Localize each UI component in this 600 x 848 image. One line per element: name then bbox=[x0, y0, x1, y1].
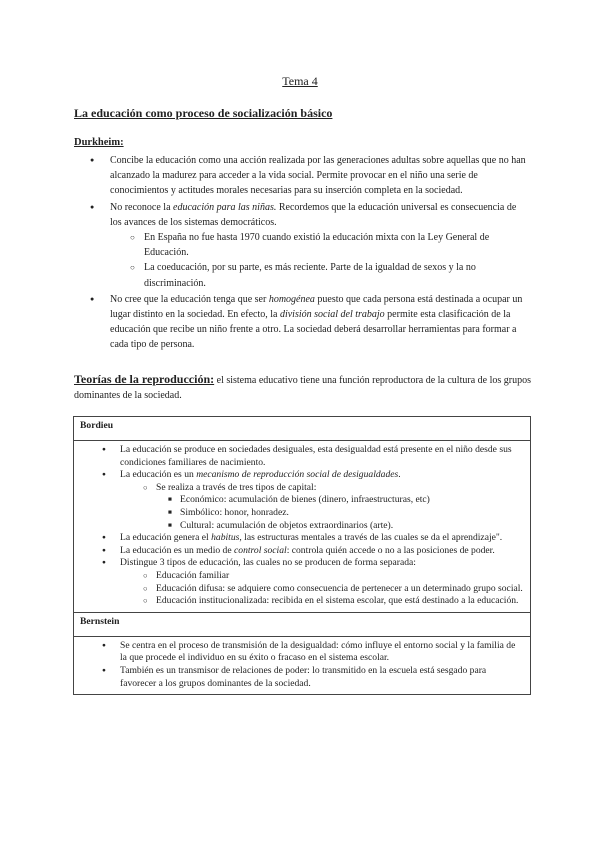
list-item bbox=[110, 292, 528, 353]
sub-list-item: ○ Educación familiar bbox=[156, 570, 524, 583]
sub-list bbox=[156, 570, 524, 608]
list-item-text: No cree que la educación tenga que ser bbox=[110, 293, 269, 305]
list-item-text: puesto que cada persona está destinada a ocupar un lugar distinto en la sociedad. En efecto, la bbox=[110, 293, 523, 321]
sub-list bbox=[156, 482, 524, 532]
teorias-label: Teorías de la reproducción: bbox=[74, 372, 215, 386]
bordieu-header: Bordieu bbox=[74, 417, 531, 441]
table-row bbox=[74, 417, 531, 441]
durkheim-list bbox=[110, 153, 528, 354]
capital-item: ■ Simbólico: honor, honradez. bbox=[180, 507, 524, 520]
list-item bbox=[110, 153, 528, 199]
list-item-text: : controla quién accede o no a las posiciones de poder. bbox=[286, 544, 495, 556]
list-item bbox=[120, 469, 524, 532]
capital-item: ■ Económico: acumulación de bienes (dinero, infraestructuras, etc) bbox=[180, 494, 524, 507]
list-item: ● Se centra en el proceso de transmisión de la desigualdad: cómo influye el entorno social y la familia de la que procede el individuo en su éxito o fracaso en el sistema escolar. bbox=[120, 640, 524, 665]
durkheim-label: Durkheim: bbox=[74, 137, 124, 148]
list-item bbox=[120, 444, 524, 469]
list-item-text: No reconoce la bbox=[110, 201, 174, 213]
teorias-paragraph bbox=[74, 372, 534, 403]
list-item-text: Distingue 3 tipos de educación, las cuales no se producen de forma separada: bbox=[120, 557, 416, 569]
emphasis-text: educación para las niñas. bbox=[173, 201, 277, 213]
list-item-text: permite esta clasificación de la educación que recibe un niño frente a otro. La sociedad deberá desarrollar herramientas para formar a cada tipo de persona. bbox=[110, 309, 517, 351]
section-heading: La educación como proceso de socialización básico bbox=[74, 106, 333, 120]
sub-list-item bbox=[156, 482, 524, 532]
teorias-text: el sistema educativo tiene una función reproductora de la cultura de los grupos dominantes de la sociedad. bbox=[74, 375, 531, 401]
list-item-text: Recordemos que la educación universal es consecuencia de los avances de los sistemas democráticos. bbox=[110, 201, 517, 228]
sub-list-item-text: La coeducación, por su parte, es más reciente. Parte de la igualdad de sexos y la no discriminación. bbox=[144, 262, 476, 289]
sub-list-item bbox=[144, 230, 528, 260]
table-row bbox=[74, 612, 531, 636]
list-item-text: , las estructuras mentales a través de las cuales se da el aprendizaje". bbox=[239, 532, 503, 544]
list-item bbox=[120, 532, 524, 545]
table-row bbox=[74, 441, 531, 613]
emphasis-text: homogénea bbox=[268, 293, 315, 305]
list-item-text: Concibe la educación como una acción realizada por las generaciones adultas sobre aquellas que no han alcanzado la madurez para acceder a la vida social. Permite provocar en el niño una serie de conocimientos y actitudes morales necesarias para su inserción completa en la sociedad. bbox=[110, 155, 526, 197]
list-item-text: La educación es un bbox=[120, 469, 197, 481]
bernstein-list bbox=[120, 640, 524, 690]
bordieu-cell bbox=[74, 441, 531, 613]
list-item bbox=[120, 557, 524, 607]
sub-list-item bbox=[144, 260, 528, 290]
emphasis-text: mecanismo de reproducción social de desigualdades bbox=[196, 469, 399, 481]
list-item-text: La educación genera el bbox=[120, 532, 212, 544]
capital-item: ■ Cultural: acumulación de objetos extraordinarios (arte). bbox=[180, 520, 524, 533]
sub-list-item-text: En España no fue hasta 1970 cuando existió la educación mixta con la Ley General de Educación. bbox=[144, 232, 490, 259]
theories-table bbox=[73, 416, 531, 695]
list-item bbox=[110, 200, 528, 291]
sub-list-item: ○ Educación difusa: se adquiere como consecuencia de pertenecer a un determinado grupo social. bbox=[156, 583, 524, 596]
page-title: Tema 4 bbox=[282, 74, 318, 88]
list-item-text: La educación se produce en sociedades desiguales, esta desigualdad está presente en el niño desde sus condiciones familiares de nacimiento. bbox=[120, 444, 512, 468]
bernstein-header: Bernstein bbox=[74, 612, 531, 636]
emphasis-text: control social bbox=[234, 544, 287, 556]
sub-list bbox=[144, 230, 528, 291]
list-item-text: . bbox=[398, 469, 401, 481]
bernstein-cell bbox=[74, 636, 531, 694]
sub-list-item-text: Se realiza a través de tres tipos de capital: bbox=[156, 481, 317, 493]
sub-list-item: ○ Educación institucionalizada: recibida en el sistema escolar, que está destinado a la educación. bbox=[156, 595, 524, 608]
emphasis-text: habitus bbox=[211, 532, 240, 544]
list-item bbox=[120, 545, 524, 558]
capital-list bbox=[180, 494, 524, 532]
list-item-text: La educación es un medio de bbox=[120, 544, 235, 556]
list-item: ● También es un transmisor de relaciones de poder: lo transmitido en la escuela está sesgado para favorecer a los grupos dominantes de la sociedad. bbox=[120, 665, 524, 690]
table-row bbox=[74, 636, 531, 694]
emphasis-text: división social del trabajo bbox=[279, 309, 385, 321]
bordieu-list bbox=[120, 444, 524, 608]
